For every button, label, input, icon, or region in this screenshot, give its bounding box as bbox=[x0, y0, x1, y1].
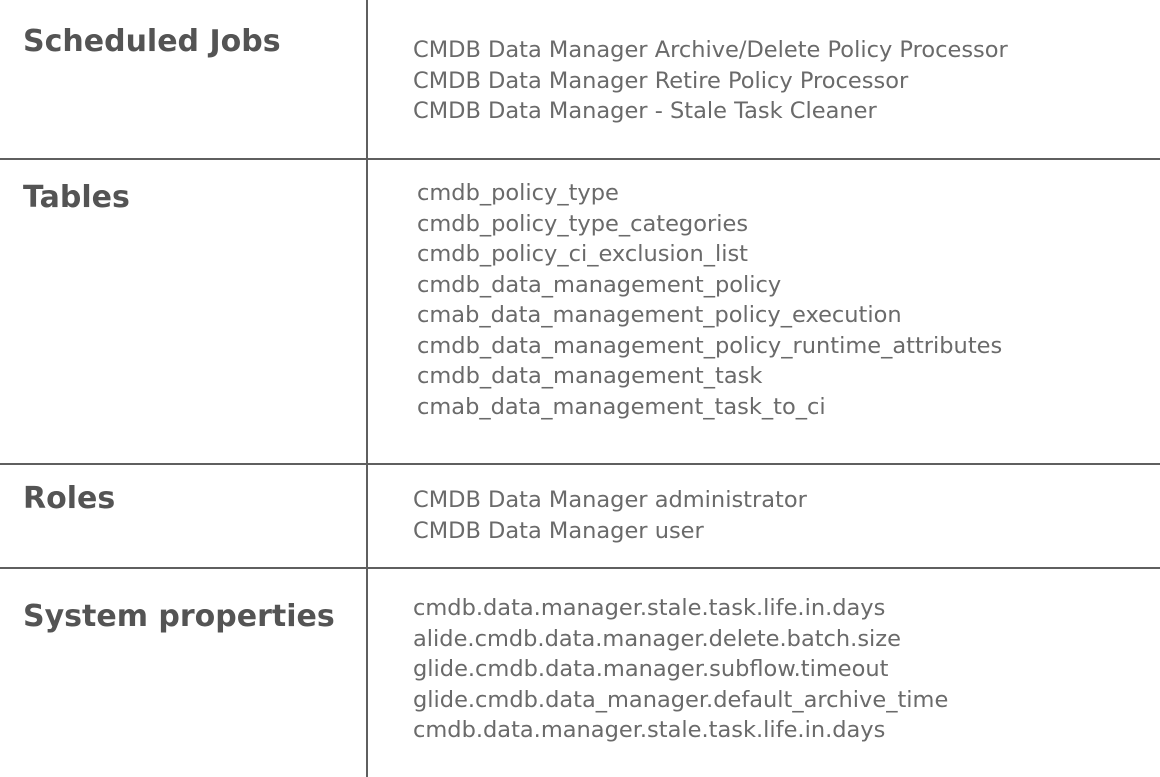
list-item: cmdb_data_management_task bbox=[417, 363, 763, 389]
list-item: CMDB Data Manager user bbox=[413, 517, 704, 544]
row-label-tables: Tables bbox=[23, 180, 130, 215]
list-item: CMDB Data Manager Archive/Delete Policy Processor bbox=[413, 37, 1008, 63]
scheduled-jobs-list bbox=[413, 35, 1008, 127]
tables-list bbox=[417, 178, 1002, 422]
table-row-tables bbox=[0, 160, 1160, 463]
list-item: cmdb.data.manager.stale.task.life.in.days bbox=[413, 595, 886, 621]
list-item: cmab_data_management_task_to_ci bbox=[417, 393, 826, 420]
roles-list bbox=[413, 485, 807, 546]
table-row-scheduled-jobs bbox=[0, 0, 1160, 158]
table-row-roles bbox=[0, 465, 1160, 567]
list-item: alide.cmdb.data.manager.delete.batch.size bbox=[413, 625, 901, 652]
list-item: cmdb.data.manager.stale.task.life.in.days bbox=[413, 717, 886, 743]
list-item: CMDB Data Manager - Stale Task Cleaner bbox=[413, 98, 877, 124]
row-label-scheduled-jobs: Scheduled Jobs bbox=[23, 24, 281, 59]
list-item: cmdb_data_management_policy_runtime_attributes bbox=[417, 332, 1003, 359]
list-item: cmdb_policy_type bbox=[417, 180, 619, 206]
list-item: glide.cmdb.data.manager.subflow.timeout bbox=[413, 656, 889, 682]
list-item: glide.cmdb.data_manager.default_archive_time bbox=[413, 686, 949, 713]
row-label-system-properties: System properties bbox=[23, 599, 335, 634]
list-item: CMDB Data Manager administrator bbox=[413, 487, 807, 513]
system-properties-list bbox=[413, 593, 948, 746]
list-item: cmdb_policy_type_categories bbox=[417, 210, 749, 237]
list-item: cmab_data_management_policy_execution bbox=[417, 302, 902, 328]
table-row-system-properties bbox=[0, 569, 1160, 777]
list-item: CMDB Data Manager Retire Policy Processor bbox=[413, 67, 909, 94]
list-item: cmdb_policy_ci_exclusion_list bbox=[417, 241, 749, 267]
list-item: cmdb_data_management_policy bbox=[417, 271, 782, 298]
row-label-roles: Roles bbox=[23, 481, 116, 516]
